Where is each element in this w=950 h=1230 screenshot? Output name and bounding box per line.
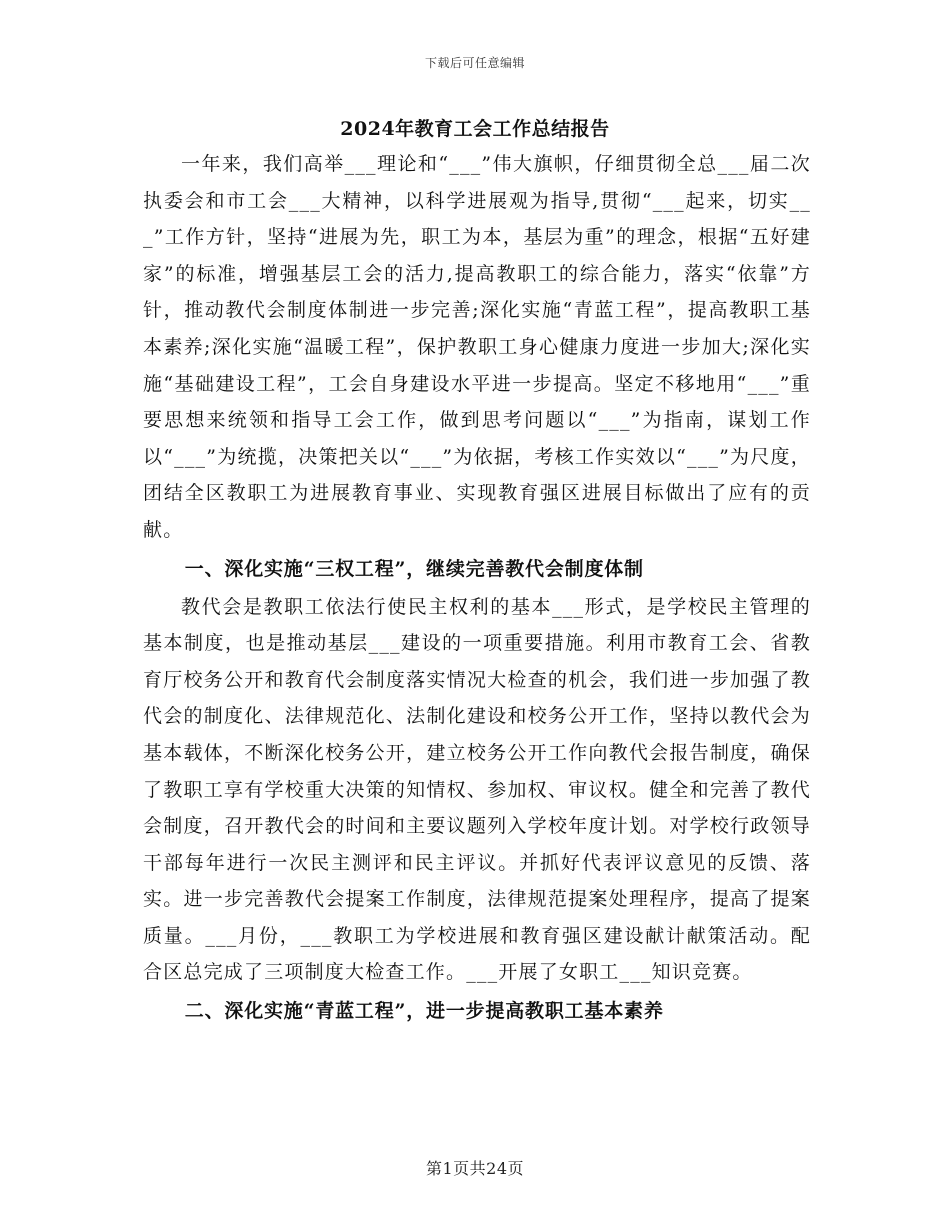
page-number-footer: 第1页共24页 <box>425 1159 525 1178</box>
header-note: 下载后可任意编辑 <box>424 56 525 70</box>
section-1-heading: 一、深化实施“三权工程”，继续完善教代会制度体制 <box>184 557 644 580</box>
section-1-paragraph: 教代会是教职工依法行使民主权利的基本___形式，是学校民主管理的基本制度，也是推动基层___建设的一项重要措施。利用市教育工会、省教育厅校务公开和教育代会制度落实情况大检查的机会，我们进一步加强了教代会的制度化、法律规范化、法制化建设和校务公开工作，坚持以教代会为基本载体，不断深化校务公开，建立校务公开工作向教代会报告制度，确保了教职工享有学校重大决策的知情权、参加权、审议权。健全和完善了教代会制度，召开教代会的时间和主要议题列入学校年度计划。对学校行政领导干部每年进行一次民主测评和民主评议。并抓好代表评议意见的反馈、落实。进一步完善教代会提案工作制度，法律规范提案处理程序，提高了提案质量。___月份，___教职工为学校进展和教育强区建设献计献策活动。配合区总完成了三项制度大检查工作。___开展了女职工___知识竞赛。 <box>143 595 811 984</box>
section-2-heading: 二、深化实施“青蓝工程”，进一步提高教职工基本素养 <box>184 1000 664 1023</box>
document-title: 2024年教育工会工作总结报告 <box>340 118 610 140</box>
document-body <box>143 146 811 1031</box>
intro-paragraph: 一年来，我们高举___理论和“___”伟大旗帜，仔细贯彻全总___届二次执委会和市工会___大精神，以科学进展观为指导,贯彻“___起来，切实___”工作方针，坚持“进展为先，职工为本，基层为重”的理念，根据“五好建家”的标准，增强基层工会的活力,提高教职工的综合能力，落实“依靠”方针，推动教代会制度体制进一步完善;深化实施“青蓝工程”，提高教职工基本素养;深化实施“温暖工程”，保护教职工身心健康力度进一步加大;深化实施“基础建设工程”，工会自身建设水平进一步提高。坚定不移地用“___”重要思想来统领和指导工会工作，做到思考问题以“___”为指南，谋划工作以“___”为统揽，决策把关以“___”为依据，考核工作实效以“___”为尺度，团结全区教职工为进展教育事业、实现教育强区进展目标做出了应有的贡献。 <box>143 153 811 541</box>
